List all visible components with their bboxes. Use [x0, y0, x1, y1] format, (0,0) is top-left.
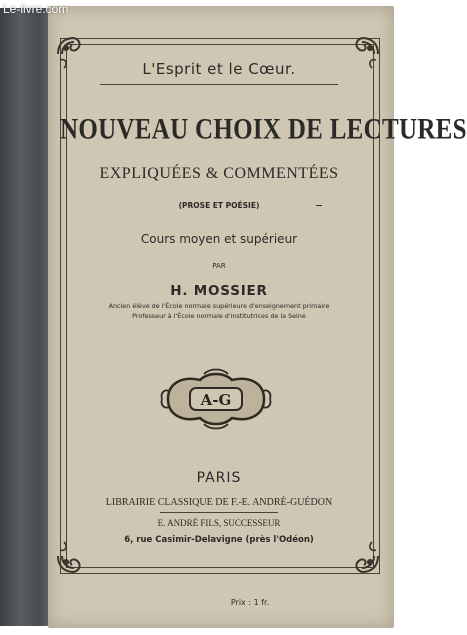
svg-text:A-G: A-G — [200, 391, 232, 409]
course-level: Cours moyen et supérieur — [140, 232, 298, 246]
stray-mark — [316, 205, 322, 206]
author-credentials-1: Ancien élève de l'École normale supérieure d'enseignement primaire — [108, 302, 330, 310]
publisher-rule — [160, 512, 278, 513]
publisher-emblem-icon — [160, 368, 272, 430]
book-subtitle: EXPLIQUÉES & COMMENTÉES — [99, 165, 339, 182]
publication-city: PARIS — [196, 470, 242, 486]
publisher-address: 6, rue Casimir-Delavigne (près l'Odéon) — [124, 535, 314, 545]
book-spine — [0, 8, 52, 626]
series-title: L'Esprit et le Cœur. — [142, 60, 296, 78]
book-genres: (PROSE ET POÉSIE) — [178, 201, 260, 210]
author-credentials-2: Professeur à l'École normale d'institutrices de la Seine — [132, 312, 306, 320]
book-title: NOUVEAU CHOIX DE LECTURES — [60, 113, 467, 146]
publisher-line-2: E. ANDRÉ FILS, SUCCESSEUR — [157, 518, 281, 528]
by-label: PAR — [212, 262, 226, 270]
series-rule — [100, 84, 338, 85]
price-label: Prix : 1 fr. — [230, 598, 270, 607]
watermark: Le-livre.com — [3, 2, 69, 16]
author-name: H. MOSSIER — [170, 283, 268, 299]
publisher-line-1: LIBRAIRIE CLASSIQUE DE F.-E. ANDRÉ-GUÉDON — [105, 497, 333, 508]
